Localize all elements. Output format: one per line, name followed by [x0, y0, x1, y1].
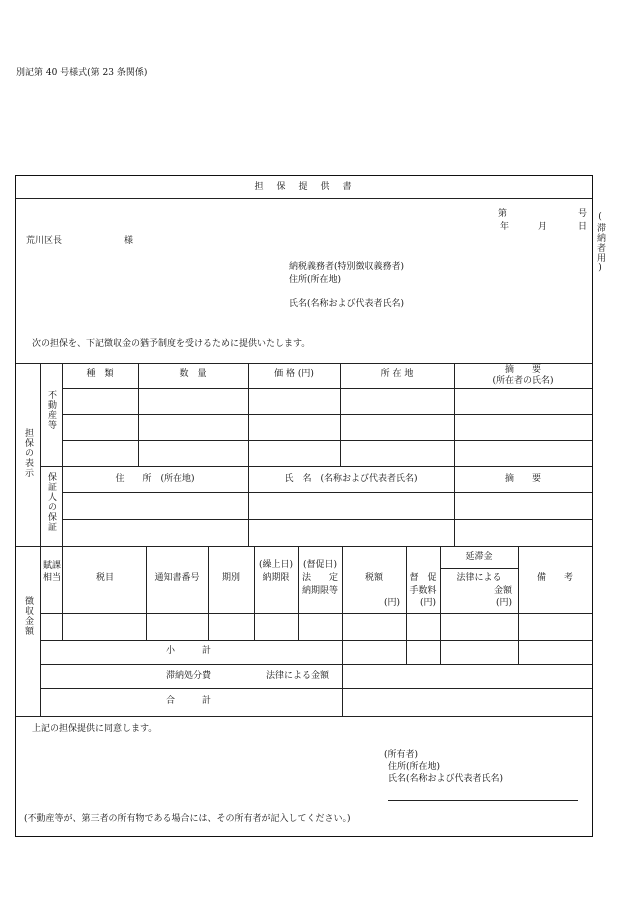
applicant-address-label: 住所(所在地) [289, 275, 342, 285]
header-summary: 摘 要 [504, 365, 541, 375]
col-statutory: 法 定 [301, 573, 338, 583]
disposal-fee-label: 滞納処分費 [166, 671, 212, 681]
header-location: 所 在 地 [380, 369, 414, 379]
col-late-legal-2: 金額 [493, 586, 512, 596]
header-summary-owner: (所在者の氏名) [492, 376, 554, 386]
col-demand-fee-2: 手数料 [409, 586, 437, 596]
date-day: 日 [578, 222, 588, 232]
re-row-line-1 [62, 388, 592, 389]
col-statutory-due: 納期限等 [301, 586, 338, 596]
coll-col-line-5 [342, 546, 343, 716]
real-estate-label: 不動産等 [46, 390, 56, 430]
col-tax-amount: 税額 [364, 573, 383, 583]
security-section-bottom [16, 546, 592, 547]
consent-signature-line [388, 800, 578, 801]
col-late-yen: (円) [495, 598, 512, 608]
re-row-line-2 [62, 414, 592, 415]
total-label: 合 計 [166, 696, 212, 706]
coll-col-line-0 [62, 546, 63, 640]
security-provision-form [15, 175, 593, 837]
header-quantity: 数 量 [179, 369, 207, 379]
collection-section-bottom [16, 716, 592, 717]
coll-col-line-3 [254, 546, 255, 640]
col-notice-number: 通知書番号 [154, 573, 200, 583]
disposal-legal-amount-label: 法律による金額 [266, 671, 330, 681]
date-month: 月 [538, 222, 548, 232]
consent-name-label: 氏名(名称および代表者氏名) [388, 774, 504, 784]
consent-owner-label: (所有者) [384, 750, 419, 760]
addressee-honorific: 様 [124, 236, 134, 246]
coll-col-line-2 [208, 546, 209, 640]
coll-col-line-4 [298, 546, 299, 640]
header-type: 種 類 [86, 369, 114, 379]
consent-text: 上記の担保提供に同意します。 [32, 724, 158, 734]
delinquent-side-note: (滞納者用) [595, 212, 605, 274]
col-demand-fee-1: 督 促 [409, 573, 437, 583]
re-row-line-3 [62, 440, 592, 441]
coll-col-line-6 [406, 546, 407, 664]
subtotal-row-bottom [40, 664, 592, 665]
col-demand-fee-yen: (円) [419, 598, 436, 608]
coll-col-line-8 [518, 546, 519, 664]
header-price: 価 格 (円) [274, 369, 314, 379]
disposal-row-bottom [40, 688, 592, 689]
collection-section-label: 徴収金額 [23, 596, 33, 636]
applicant-role: 納税義務者(特別徴収義務者) [289, 262, 405, 272]
form-reference: 別記第 40 号様式(第 23 条関係) [16, 68, 148, 78]
late-fee-subdivider [440, 568, 518, 569]
col-late-fee: 延滞金 [465, 552, 493, 562]
consent-address-label: 住所(所在地) [388, 762, 441, 772]
col-demand-date: (督促日) [302, 560, 338, 570]
guarantor-header-summary: 摘 要 [504, 474, 541, 484]
col-tax-item: 税目 [95, 573, 114, 583]
date-year: 年 [500, 222, 510, 232]
subtotal-label: 小 計 [166, 646, 212, 656]
coll-header-bottom [40, 613, 592, 614]
re-row-line-4 [40, 466, 592, 467]
number-suffix: 号 [578, 209, 588, 219]
statement-divider [16, 363, 592, 364]
third-party-footnote: (不動産等が、第三者の所有物である場合には、その所有者が記入してください。) [24, 814, 351, 824]
title-divider [16, 198, 592, 199]
coll-data-row-bottom [40, 640, 592, 641]
form-title: 担 保 提 供 書 [254, 182, 354, 192]
col-period: 期別 [221, 573, 240, 583]
coll-col-line-7 [440, 546, 441, 664]
guarantor-header-name: 氏 名 (名称および代表者氏名) [284, 474, 418, 484]
col-remarks: 備 考 [536, 573, 573, 583]
guarantor-label: 保証人の保証 [46, 472, 56, 532]
guarantor-header-address: 住 所 (所在地) [115, 474, 195, 484]
addressee-name: 荒川区長 [26, 236, 63, 246]
col-assessment-1: 賦課 [43, 561, 62, 571]
coll-col-line-1 [146, 546, 147, 640]
guarantor-row-line-2 [62, 519, 592, 520]
security-section-divider [40, 363, 41, 546]
col-tax-amount-yen: (円) [383, 598, 400, 608]
col-assessment-2: 相当 [43, 573, 62, 583]
collection-section-divider [40, 546, 41, 716]
col-late-legal-1: 法律による [456, 573, 502, 583]
guarantor-row-line-1 [62, 492, 592, 493]
provision-statement: 次の担保を、下記徴収金の猶予制度を受けるために提供いたします。 [32, 339, 311, 349]
number-label: 第 [498, 209, 508, 219]
security-section-label: 担保の表示 [23, 428, 33, 478]
col-due-date: 納期限 [262, 573, 290, 583]
col-due-advanced: (繰上日) [258, 560, 294, 570]
applicant-name-label: 氏名(名称および代表者氏名) [289, 299, 405, 309]
